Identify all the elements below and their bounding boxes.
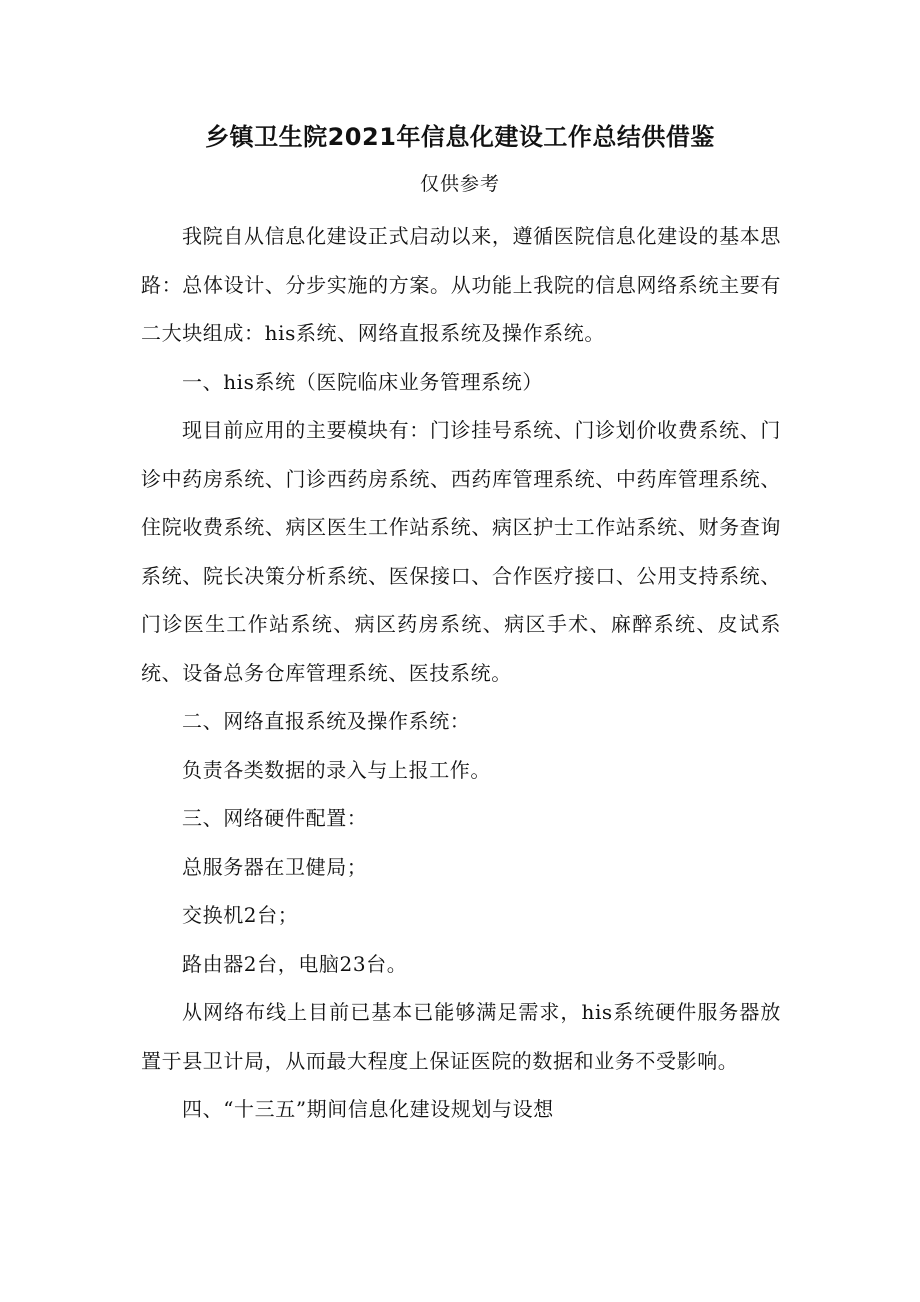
paragraph-routers-computers: 路由器2台，电脑23台。: [182, 951, 408, 976]
heading-five-year-plan: 四、“十三五”期间信息化建设规划与设想: [182, 1097, 554, 1121]
paragraph-data-entry: 负责各类数据的录入与上报工作。: [182, 757, 491, 782]
document-subtitle: 仅供参考: [419, 173, 500, 195]
document-title: 乡镇卫生院2021年信息化建设工作总结供借鉴: [205, 123, 715, 151]
paragraph-network-wiring: 从网络布线上目前已基本已能够满足需求，his系统硬件服务器放置于县卫计局，从而最大程度上保证医院的数据和业务不受影响。: [141, 1000, 781, 1073]
document-body: [141, 212, 781, 1134]
heading-network-reporting: 二、网络直报系统及操作系统：: [182, 709, 471, 733]
paragraph-server: 总服务器在卫健局；: [182, 854, 368, 879]
paragraph-intro: 我院自从信息化建设正式启动以来，遵循医院信息化建设的基本思路：总体设计、分步实施的方案。从功能上我院的信息网络系统主要有二大块组成：his系统、网络直报系统及操作系统。: [141, 224, 781, 345]
heading-hardware-config: 三、网络硬件配置：: [182, 806, 368, 830]
paragraph-switches: 交换机2台；: [182, 903, 299, 927]
paragraph-his-modules: 现目前应用的主要模块有：门诊挂号系统、门诊划价收费系统、门诊中药房系统、门诊西药房系统、西药库管理系统、中药库管理系统、住院收费系统、病区医生工作站系统、病区护士工作站系统、财务查询系统、院长决策分析系统、医保接口、合作医疗接口、公用支持系统、门诊医生工作站系统、病区药房系统、病区手术、麻醉系统、皮试系统、设备总务仓库管理系统、医技系统。: [141, 418, 781, 685]
heading-his-system: 一、his系统（医院临床业务管理系统）: [182, 369, 543, 394]
